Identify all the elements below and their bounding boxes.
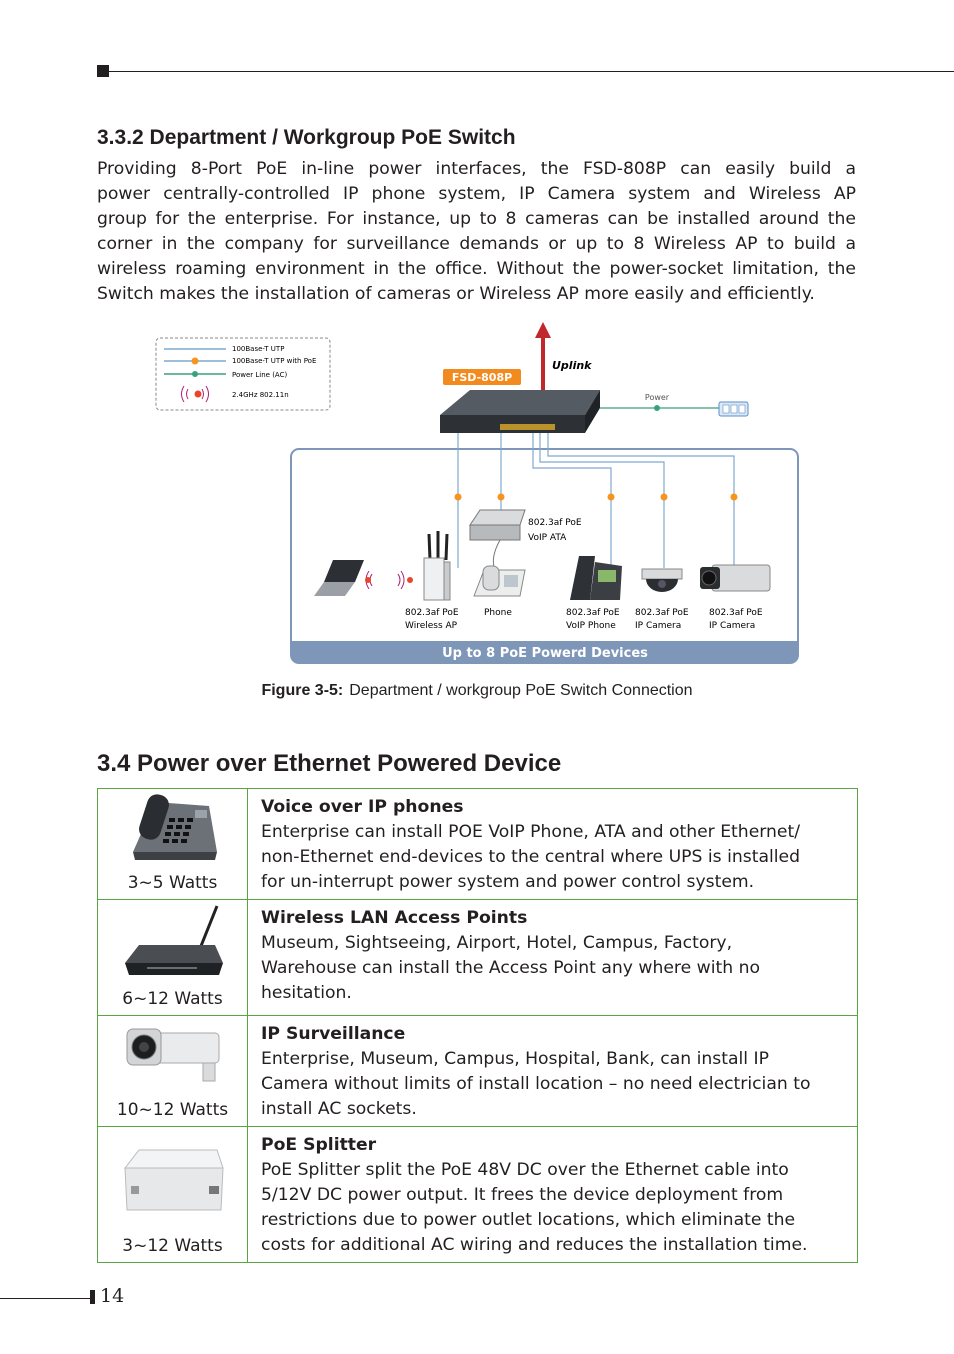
legend-power-node: [192, 371, 198, 377]
para-line: group for the enterprise. For instance, up to 8 cameras can be installed around the: [97, 209, 856, 229]
device-label-line2: IP Camera: [635, 621, 682, 631]
device-description-cell: [248, 900, 858, 1016]
device-description-cell: [248, 789, 858, 900]
powered-device-table: [97, 788, 858, 1263]
device-title: Wireless LAN Access Points: [261, 908, 528, 928]
watts-label: 6~12 Watts: [122, 989, 223, 1009]
uplink-label: Uplink: [552, 359, 592, 372]
device-title: PoE Splitter: [261, 1135, 377, 1155]
description-line: costs for additional AC wiring and reduces the installation time.: [261, 1235, 808, 1255]
ip-camera-icon: [99, 1017, 246, 1092]
figure-label: Figure 3-5:: [261, 682, 344, 699]
device-description-cell: [248, 1016, 858, 1127]
device-title: IP Surveillance: [261, 1024, 406, 1044]
para-line: Switch makes the installation of cameras or Wireless AP more easily and efficiently.: [97, 284, 815, 304]
legend-wifi-node: [195, 391, 202, 398]
poe-splitter-icon: [99, 1128, 246, 1228]
legend-utp-label: 100Base-T UTP: [232, 345, 285, 353]
device-label-line2: IP Camera: [709, 621, 756, 631]
figure-caption-text: Department / workgroup PoE Switch Connection: [349, 682, 693, 699]
box-camera-icon: [700, 565, 770, 591]
watts-label: 10~12 Watts: [116, 1100, 229, 1120]
legend-poe-node: [192, 358, 199, 365]
power-node: [654, 405, 660, 411]
page-number: 14: [100, 1285, 125, 1307]
device-label-line1: 802.3af PoE: [566, 608, 620, 618]
legend-poe-label: 100Base-T UTP with PoE: [232, 357, 317, 365]
watts-label: 3~5 Watts: [127, 873, 218, 893]
table-row: [98, 900, 858, 1016]
para-line: power centrally-controlled IP phone system, IP Camera system and Wireless AP: [97, 184, 856, 204]
device-label-line2: VoIP Phone: [566, 621, 616, 631]
ip-phone-icon: [99, 790, 246, 870]
device-description-cell: [248, 1127, 858, 1263]
footer-bar: [90, 1290, 95, 1304]
legend-wifi-label: 2.4GHz 802.11n: [232, 391, 289, 399]
description-line: Warehouse can install the Access Point any where with no: [261, 958, 760, 978]
device-icon-cell: [98, 1127, 248, 1263]
footer-rule: [0, 1298, 90, 1299]
description-line: Camera without limits of install location – no need electrician to: [261, 1074, 811, 1094]
ata-label-line1: 802.3af PoE: [528, 518, 582, 528]
description-line: for un-interrupt power system and power control system.: [261, 872, 755, 892]
description-line: 5/12V DC power output. It frees the device deployment from: [261, 1185, 784, 1205]
wireless-ap-icon: [424, 531, 450, 600]
ata-label-line2: VoIP ATA: [528, 533, 567, 543]
section-heading-34: 3.4 Power over Ethernet Powered Device: [97, 750, 562, 777]
description-line: Enterprise can install POE VoIP Phone, ATA and other Ethernet/: [261, 822, 801, 842]
description-line: Enterprise, Museum, Campus, Hospital, Bank, can install IP: [261, 1049, 769, 1069]
table-row: [98, 789, 858, 900]
description-line: non-Ethernet end-devices to the central where UPS is installed: [261, 847, 801, 867]
device-icon-cell: [98, 1016, 248, 1127]
description-line: install AC sockets.: [261, 1099, 417, 1119]
description-line: PoE Splitter split the PoE 48V DC over the Ethernet cable into: [261, 1160, 789, 1180]
para-line: wireless roaming environment in the office. Without the power-socket limitation, the: [97, 259, 856, 279]
para-line: corner in the company for surveillance demands or up to 8 Wireless AP to build a: [97, 234, 856, 254]
device-icon-cell: [98, 900, 248, 1016]
watts-label: 3~12 Watts: [122, 1236, 223, 1256]
device-icon-cell: [98, 789, 248, 900]
device-label-line2: Wireless AP: [405, 621, 458, 631]
devices-banner: Up to 8 PoE Powerd Devices: [442, 646, 648, 661]
section-heading-332: 3.3.2 Department / Workgroup PoE Switch: [97, 126, 516, 149]
figure-caption: [0, 682, 954, 700]
legend-power-label: Power Line (AC): [232, 371, 288, 379]
table-row: [98, 1016, 858, 1127]
device-label-line1: 802.3af PoE: [709, 608, 763, 618]
access-point-icon: [99, 901, 246, 986]
para-line: Providing 8-Port PoE in-line power interfaces, the FSD-808P can easily build a: [97, 159, 856, 179]
switch-icon: [440, 390, 600, 433]
device-label-line1: Phone: [484, 608, 512, 618]
device-label-line1: 802.3af PoE: [635, 608, 689, 618]
device-label-line1: 802.3af PoE: [405, 608, 459, 618]
uplink-arrow-head: [535, 322, 551, 338]
description-line: hesitation.: [261, 983, 352, 1003]
table-row: [98, 1127, 858, 1263]
description-line: restrictions due to power outlet locations, which eliminate the: [261, 1210, 796, 1230]
description-line: Museum, Sightseeing, Airport, Hotel, Campus, Factory,: [261, 933, 733, 953]
power-label: Power: [644, 393, 670, 402]
switch-label: FSD-808P: [451, 371, 513, 384]
device-title: Voice over IP phones: [261, 797, 464, 817]
